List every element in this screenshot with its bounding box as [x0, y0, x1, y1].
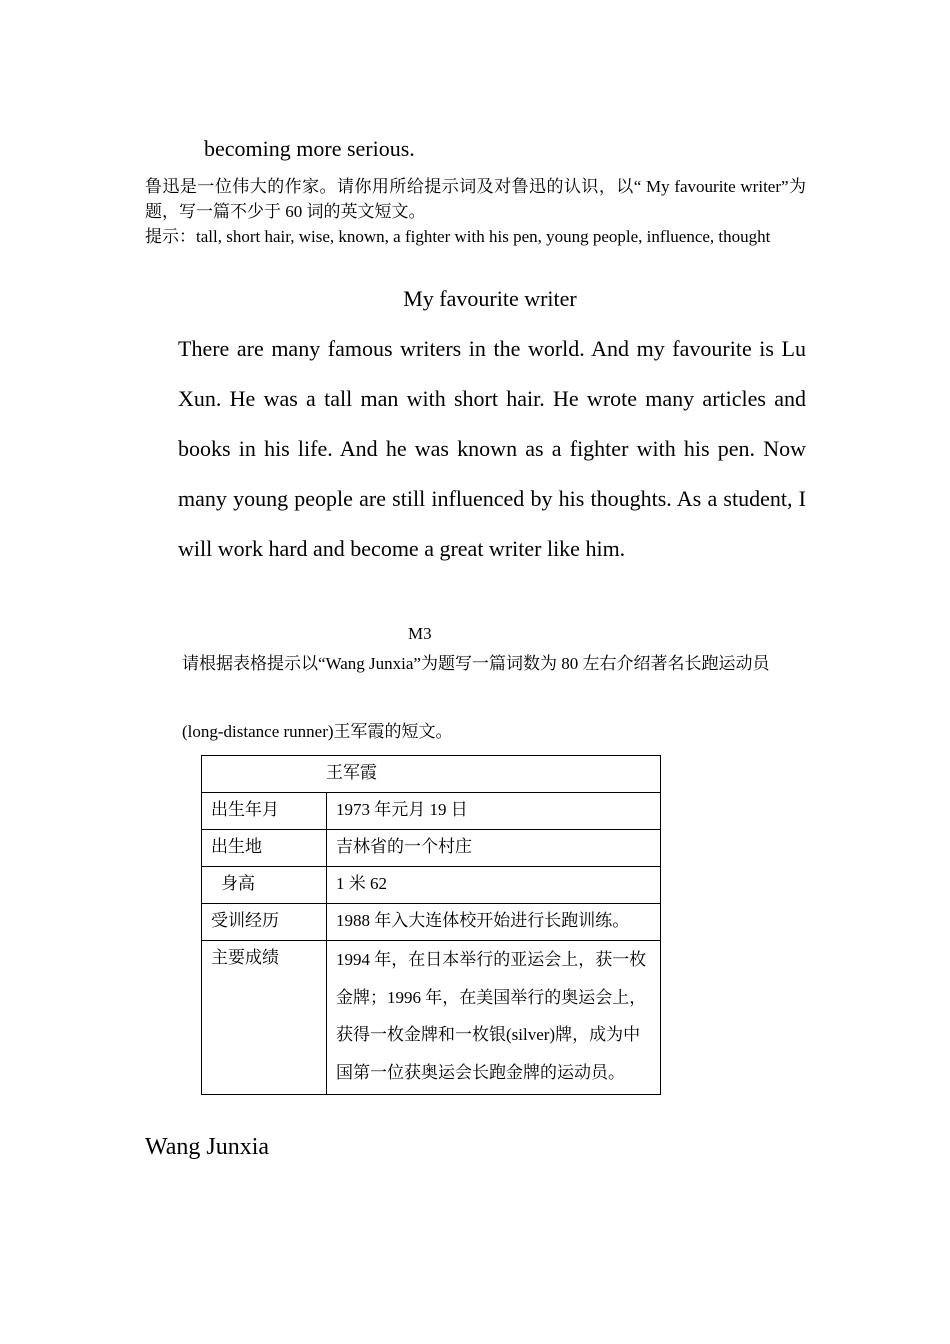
table-row: [202, 867, 661, 904]
table-value: 1988 年入大连体校开始进行长跑训练。: [327, 904, 661, 941]
task2-prompt: 请根据表格提示以“Wang Junxia”为题写一篇词数为 80 左右介绍著名长跑运动员: [182, 654, 770, 673]
task2-prompt-continued: (long-distance runner)王军霞的短文。: [182, 722, 453, 741]
essay-title: My favourite writer: [403, 286, 577, 311]
table-key: 主要成绩: [202, 941, 327, 1095]
task1-hints: 提示：tall, short hair, wise, known, a fighter with his pen, young people, influence, thought: [145, 227, 771, 246]
table-key: 出生年月: [202, 793, 327, 830]
table-row: [202, 793, 661, 830]
task1-prompt: 鲁迅是一位伟大的作家。请你用所给提示词及对鲁迅的认识，以“ My favourite writer”为题，写一篇不少于 60 词的英文短文。: [145, 177, 806, 221]
table-value: 1994 年，在日本举行的亚运会上，获一枚金牌；1996 年，在美国举行的奥运会上，获得一枚金牌和一枚银(silver)牌，成为中国第一位获奥运会长跑金牌的运动员。: [327, 941, 661, 1095]
table-key: 身高: [202, 867, 327, 904]
essay-body: [178, 324, 806, 574]
table-row: [202, 941, 661, 1095]
writing-task-1: [145, 174, 806, 249]
continuation-line: becoming more serious.: [204, 136, 415, 161]
table-value: 吉林省的一个村庄: [327, 830, 661, 867]
table-key: 受训经历: [202, 904, 327, 941]
essay-paragraph: There are many famous writers in the world. And my favourite is Lu Xun. He was a tall man with short hair. He wrote many articles and books in his life. And he was known as a fighter with his pen. Now many young people are still influenced by his thoughts. As a student, I will work hard and become a great writer like him.: [178, 336, 806, 561]
info-table: [201, 755, 661, 1095]
table-value: 1 米 62: [327, 867, 661, 904]
table-row: [202, 904, 661, 941]
final-title: Wang Junxia: [145, 1134, 270, 1160]
table-header: 王军霞: [202, 756, 661, 793]
section-label: M3: [408, 624, 432, 643]
table-row: [202, 830, 661, 867]
table-value: 1973 年元月 19 日: [327, 793, 661, 830]
table-key: 出生地: [202, 830, 327, 867]
table-header-row: [202, 756, 661, 793]
